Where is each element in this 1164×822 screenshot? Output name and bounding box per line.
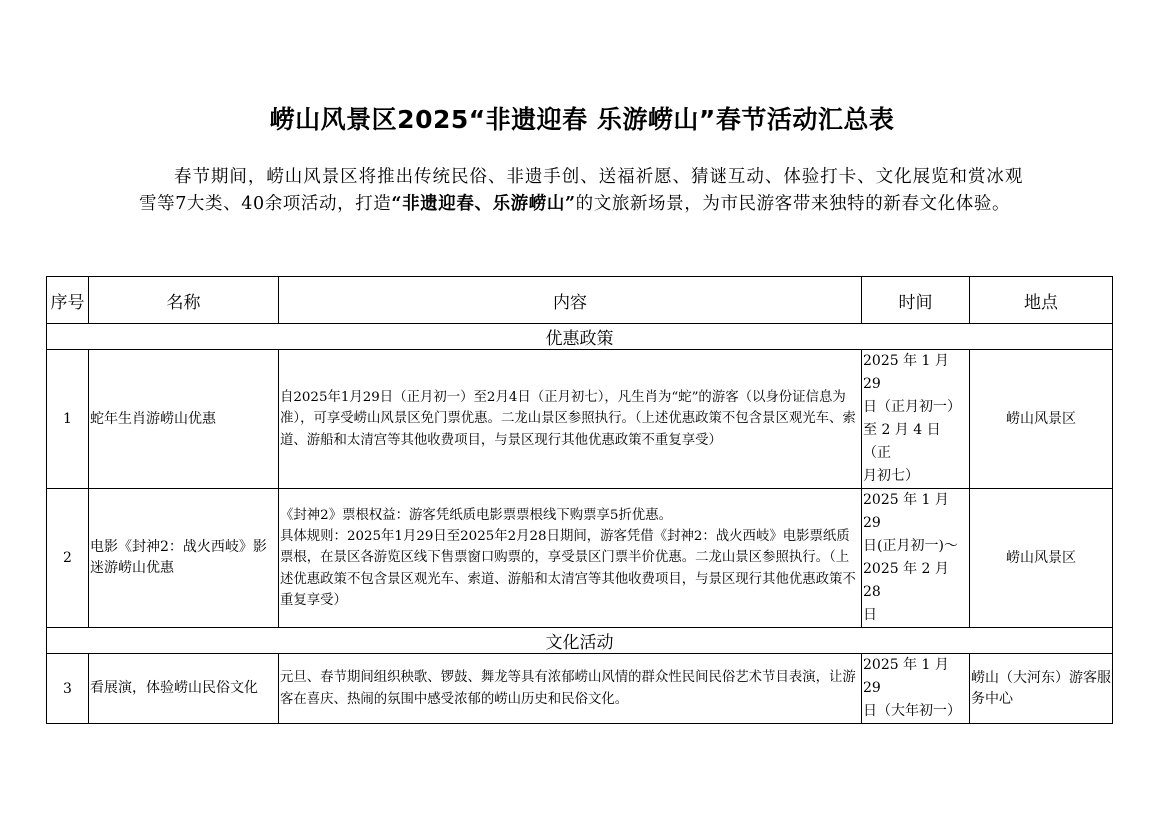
intro-highlight: “非遗迎春、乐游崂山” xyxy=(391,194,576,214)
row-content: 元旦、春节期间组织秧歌、锣鼓、舞龙等具有浓郁崂山风情的群众性民间民俗艺术节目表演，让游客在喜庆、热闹的氛围中感受浓郁的崂山历史和民俗文化。 xyxy=(279,654,862,724)
header-place: 地点 xyxy=(970,277,1113,324)
table-row xyxy=(47,654,1113,724)
row-name: 蛇年生肖游崂山优惠 xyxy=(89,350,279,489)
intro-paragraph xyxy=(139,164,1023,218)
table-row xyxy=(47,489,1113,628)
intro-text-before: 春节期间，崂山风景区将推出传统民俗、非遗手创、送福祈愿、猜谜互动、体验打卡、文化展览和赏冰观雪等7大类、40余项活动，打造 xyxy=(139,167,1023,214)
row-number: 2 xyxy=(47,489,89,628)
intro-text-after: 的文旅新场景，为市民游客带来独特的新春文化体验。 xyxy=(575,194,1011,214)
row-place: 崂山风景区 xyxy=(970,350,1113,489)
header-name: 名称 xyxy=(89,277,279,324)
row-place: 崂山风景区 xyxy=(970,489,1113,628)
row-time: 2025 年 1 月 29 日（大年初一） xyxy=(862,654,970,724)
row-name: 看展演，体验崂山民俗文化 xyxy=(89,654,279,724)
section-title: 文化活动 xyxy=(47,628,1113,654)
row-content: 《封神2》票根权益：游客凭纸质电影票票根线下购票享5折优惠。 具体规则：2025年1月29日至2025年2月28日期间，游客凭借《封神2：战火西岐》电影票纸质票根，在景区各游览区线下售票窗口购票的，享受景区门票半价优惠。二龙山景区参照执行。（上述优惠政策不包含景区观光车、索道、游船和太清宫等其他收费项目，与景区现行其他优惠政策不重复享受） xyxy=(279,489,862,628)
header-number: 序号 xyxy=(47,277,89,324)
page-title: 崂山风景区2025“非遗迎春 乐游崂山”春节活动汇总表 xyxy=(269,105,895,134)
table-header-row xyxy=(47,277,1113,324)
section-row-culture xyxy=(47,628,1113,654)
row-number: 1 xyxy=(47,350,89,489)
row-name: 电影《封神2：战火西岐》影迷游崂山优惠 xyxy=(89,489,279,628)
row-time: 2025 年 1 月 29 日(正月初一)～ 2025 年 2 月 28 日 xyxy=(862,489,970,628)
activity-summary-table xyxy=(46,276,1113,724)
row-place: 崂山（大河东）游客服务中心 xyxy=(970,654,1113,724)
table-row xyxy=(47,350,1113,489)
row-number: 3 xyxy=(47,654,89,724)
row-content: 自2025年1月29日（正月初一）至2月4日（正月初七），凡生肖为“蛇”的游客（以身份证信息为准），可享受崂山风景区免门票优惠。二龙山景区参照执行。（上述优惠政策不包含景区观光车、索道、游船和太清宫等其他收费项目，与景区现行其他优惠政策不重复享受） xyxy=(279,350,862,489)
header-time: 时间 xyxy=(862,277,970,324)
section-title: 优惠政策 xyxy=(47,324,1113,350)
section-row-discounts xyxy=(47,324,1113,350)
row-time: 2025 年 1 月 29 日（正月初一） 至 2 月 4 日（正 月初七） xyxy=(862,350,970,489)
header-content: 内容 xyxy=(279,277,862,324)
